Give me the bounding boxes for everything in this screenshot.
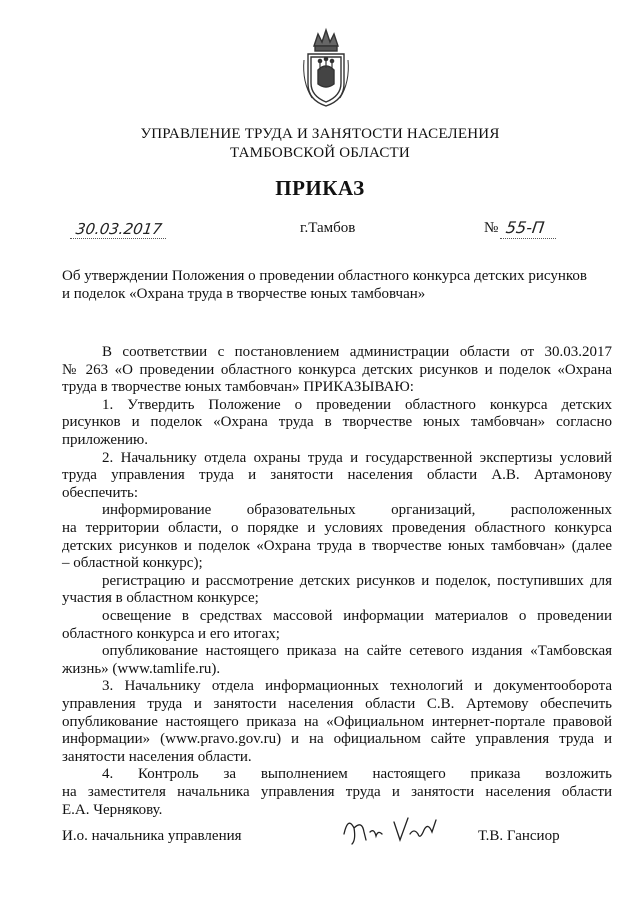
body-line: детских рисунков и поделок «Охрана труда в творчестве юных тамбовчан» (далее — [62, 538, 612, 554]
body-line: информирование образовательных организаций, расположенных — [102, 502, 612, 518]
body-line: 4. Контроль за выполнением настоящего приказа возложить — [102, 766, 612, 782]
number-underline — [500, 238, 556, 239]
document-title: ПРИКАЗ — [275, 176, 365, 200]
body-line: 1. Утвердить Положение о проведении областного конкурса детских — [102, 397, 612, 413]
body-line: рисунков и поделок «Охрана труда в творчестве юных тамбовчан» согласно — [62, 414, 612, 430]
body-line: на территории области, о порядке и условиях проведения областного конкурса — [62, 520, 612, 536]
subject-line-2: и поделок «Охрана труда в творчестве юных тамбовчан» — [62, 286, 426, 302]
organization-name-line1: УПРАВЛЕНИЕ ТРУДА И ЗАНЯТОСТИ НАСЕЛЕНИЯ — [140, 126, 500, 142]
body-line: опубликование настоящего приказа на сайте сетевого издания «Тамбовская — [102, 643, 612, 659]
number-sign: № — [484, 220, 499, 236]
order-number: 55-П — [504, 218, 546, 237]
body-line: областного конкурса и его итогах; — [62, 626, 280, 642]
body-line: занятости населения области. — [62, 749, 252, 765]
coat-of-arms-icon — [300, 26, 352, 110]
body-line: труда в творчестве юных тамбовчан» ПРИКАЗЫВАЮ: — [62, 379, 414, 395]
body-line: 2. Начальнику отдела охраны труда и государственной экспертизы условий — [102, 450, 612, 466]
body-line: регистрацию и рассмотрение детских рисунков и поделок, поступивших для — [102, 573, 612, 589]
body-line: освещение в средствах массовой информации материалов о проведении — [102, 608, 612, 624]
body-line: – областной конкурс); — [62, 555, 203, 571]
date-underline — [70, 238, 166, 239]
body-line: труда управления труда и занятости населения области А.В. Артамонову — [62, 467, 612, 483]
city: г.Тамбов — [300, 220, 356, 236]
subject-line-1: Об утверждении Положения о проведении областного конкурса детских рисунков — [62, 268, 587, 284]
handwritten-signature-icon — [340, 810, 450, 850]
signatory-name: Т.В. Гансиор — [478, 828, 560, 844]
body-line: В соответствии с постановлением администрации области от 30.03.2017 — [102, 344, 612, 360]
body-line: информации» (www.pravo.gov.ru) и на официальном сайте управления труда и — [62, 731, 612, 747]
body-line: жизнь» (www.tamlife.ru). — [62, 661, 221, 677]
body-line: № 263 «О проведении областного конкурса детских рисунков и поделок «Охрана — [62, 362, 612, 378]
body-line: на заместителя начальника управления труда и занятости населения области — [62, 784, 612, 800]
organization-name-line2: ТАМБОВСКОЙ ОБЛАСТИ — [230, 145, 410, 161]
body-line: участия в областном конкурсе; — [62, 590, 259, 606]
body-line: приложению. — [62, 432, 149, 448]
body-line: управления труда и занятости населения области С.В. Артемову обеспечить — [62, 696, 612, 712]
signatory-position: И.о. начальника управления — [62, 828, 242, 844]
body-line: 3. Начальнику отдела информационных технологий и документооборота — [102, 678, 612, 694]
body-line: обеспечить: — [62, 485, 139, 501]
body-line: Е.А. Чернякову. — [62, 802, 163, 818]
order-date: 30.03.2017 — [74, 220, 164, 238]
body-line: опубликование настоящего приказа на «Официальном интернет-портале правовой — [62, 714, 612, 730]
